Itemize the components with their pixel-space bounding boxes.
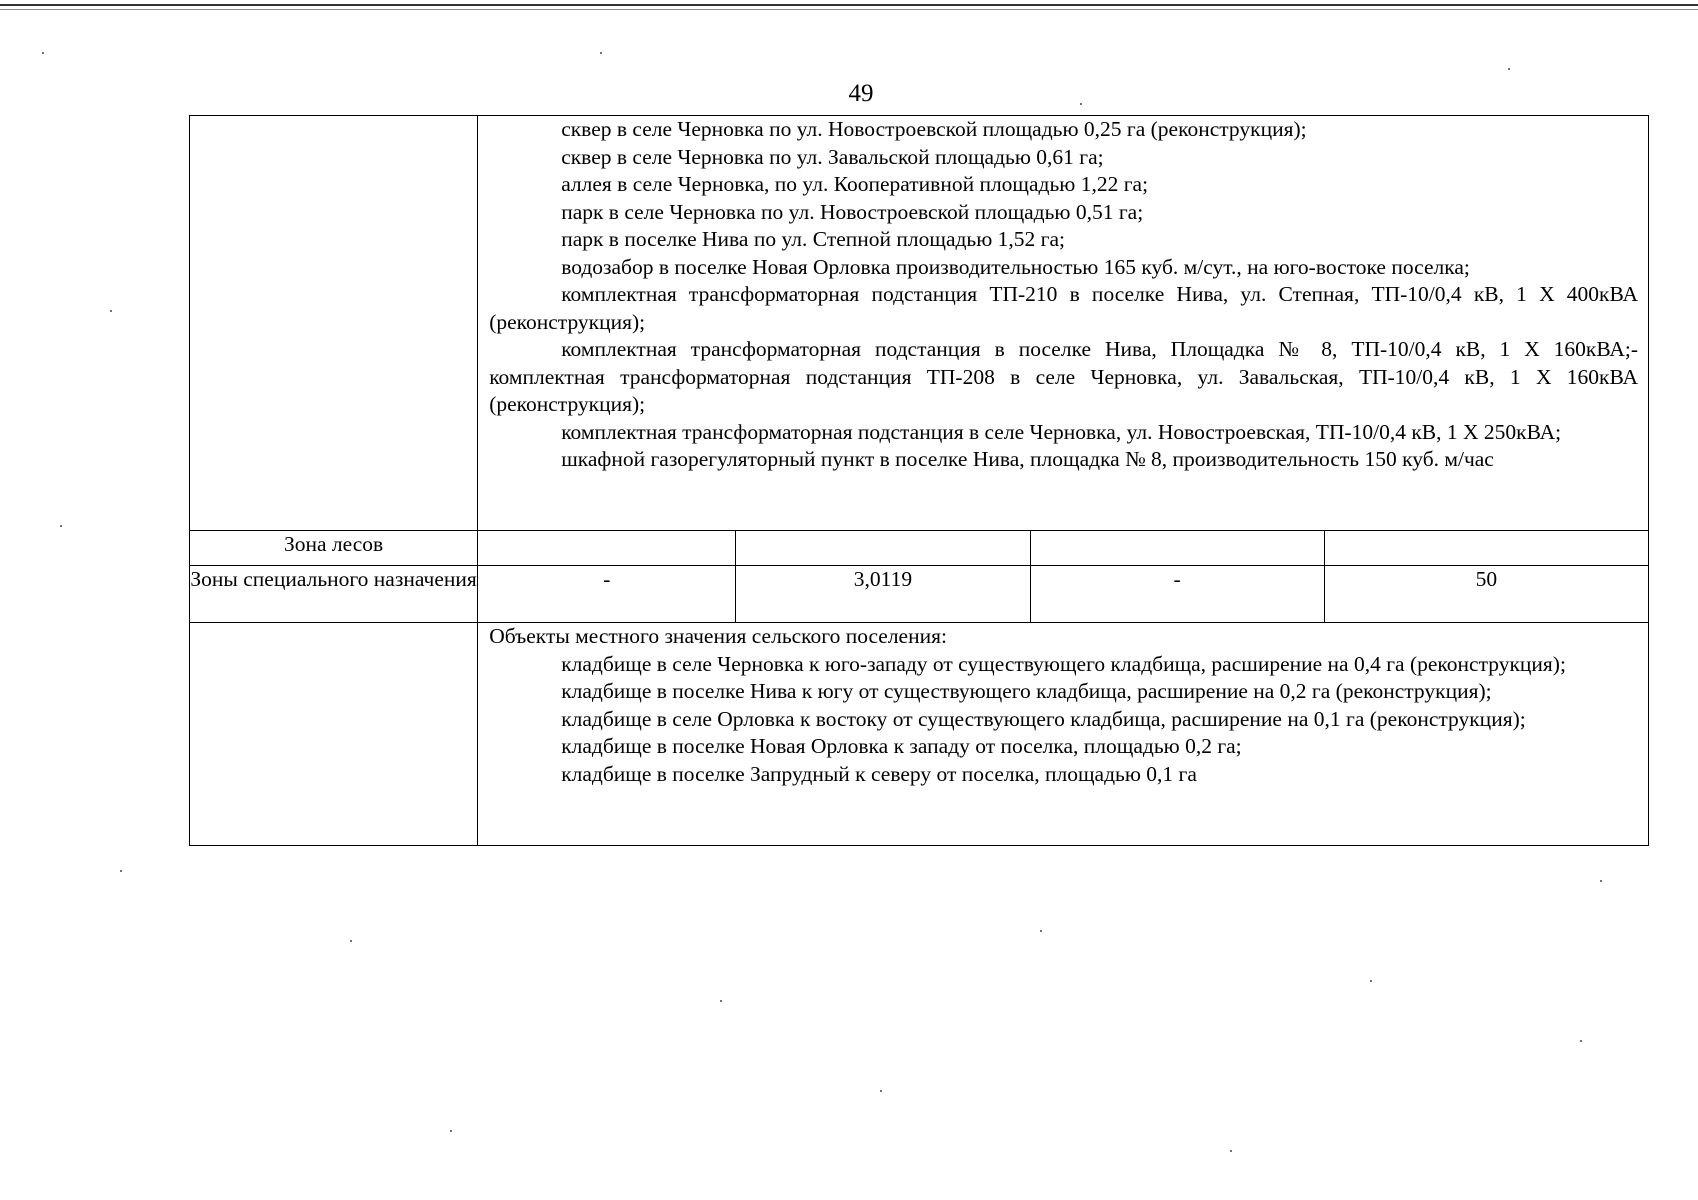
table-row-special-zone [190,566,1649,623]
object-item: комплектная трансформаторная подстанция ТП-210 в поселке Нива, ул. Степная, ТП-10/0,4 кВ, 1 Х 400кВА (реконструкция); [489,282,1638,334]
scan-speck [600,52,602,54]
scan-speck [350,940,352,942]
object-item: сквер в селе Черновка по ул. Новостроевской площадью 0,25 га (реконструкция); [561,117,1307,141]
forest-col4 [1030,531,1324,566]
object-item: кладбище в селе Орловка к востоку от существующего кладбища, расширение на 0,1 га (реконструкция); [561,706,1526,731]
scan-speck [1230,1150,1232,1152]
zones-table [189,115,1649,846]
object-item: кладбище в поселке Запрудный к северу от поселка, площадью 0,1 га [561,761,1197,786]
scan-speck [720,1000,722,1002]
special-col5: 50 [1324,566,1648,623]
scan-speck [120,870,122,872]
scan-speck [1080,103,1082,105]
scan-speck [1508,68,1510,70]
object-item: кладбище в селе Черновка к юго-западу от существующего кладбища, расширение на 0,4 га (реконструкция); [561,651,1566,676]
object-item: водозабор в поселке Новая Орловка производительностью 165 куб. м/сут., на юго-востоке поселка; [561,254,1470,279]
scan-speck [42,52,44,54]
special-col2: - [478,566,736,623]
special-area-value: 3,0119 [736,566,1030,623]
zone-name-cell-empty [190,116,478,531]
object-item: кладбище в поселке Новая Орловка к западу от поселка, площадью 0,2 га; [561,734,1242,758]
scan-speck [60,525,62,527]
scan-speck [450,1130,452,1132]
table-row-objects-continued [190,116,1649,531]
object-item: парк в поселке Нива по ул. Степной площадью 1,52 га; [561,227,1065,251]
forest-col2 [478,531,736,566]
table-row-special-objects [190,623,1649,846]
scan-top-border-thin [0,9,1698,10]
objects-heading: Объекты местного значения сельского поселения: [489,624,947,648]
object-item: шкафной газорегуляторный пункт в поселке Нива, площадка № 8, производительность 150 куб. м/час [561,447,1494,471]
scan-speck [1580,1040,1582,1042]
table-row-forest-zone [190,531,1649,566]
object-item: кладбище в поселке Нива к югу от существующего кладбища, расширение на 0,2 га (реконструкция); [561,679,1492,703]
scan-speck [1040,930,1042,932]
scan-speck [880,1090,882,1092]
forest-col5 [1324,531,1648,566]
forest-col3 [736,531,1030,566]
object-item: аллея в селе Черновка, по ул. Кооперативной площадью 1,22 га; [561,172,1149,196]
special-col4: - [1030,566,1324,623]
object-item: парк в селе Черновка по ул. Новостроевской площадью 0,51 га; [561,199,1144,224]
scan-speck [1370,980,1372,982]
scan-speck [110,310,112,312]
objects-cell [478,623,1649,846]
zone-name-cell-empty [190,623,478,846]
zone-name-forest: Зона лесов [190,531,478,566]
page-number: 49 [848,80,874,107]
scan-top-border [0,4,1698,6]
objects-cell [478,116,1649,531]
object-item: сквер в селе Черновка по ул. Завальской площадью 0,61 га; [561,144,1104,169]
object-item: комплектная трансформаторная подстанция в селе Черновка, ул. Новостроевская, ТП-10/0,4 кВ, 1 Х 250кВА; [561,419,1562,444]
zone-name-special: Зоны специального назначения [190,566,478,623]
scan-speck [1600,880,1602,882]
object-item: комплектная трансформаторная подстанция в поселке Нива, Площадка № 8, ТП-10/0,4 кВ, 1 Х 160кВА;- комплектная трансформаторная подстанция ТП-208 в селе Черновка, ул. Завальская, ТП-10/0,4 кВ, 1 Х 160кВА (реконструкция); [489,337,1638,416]
